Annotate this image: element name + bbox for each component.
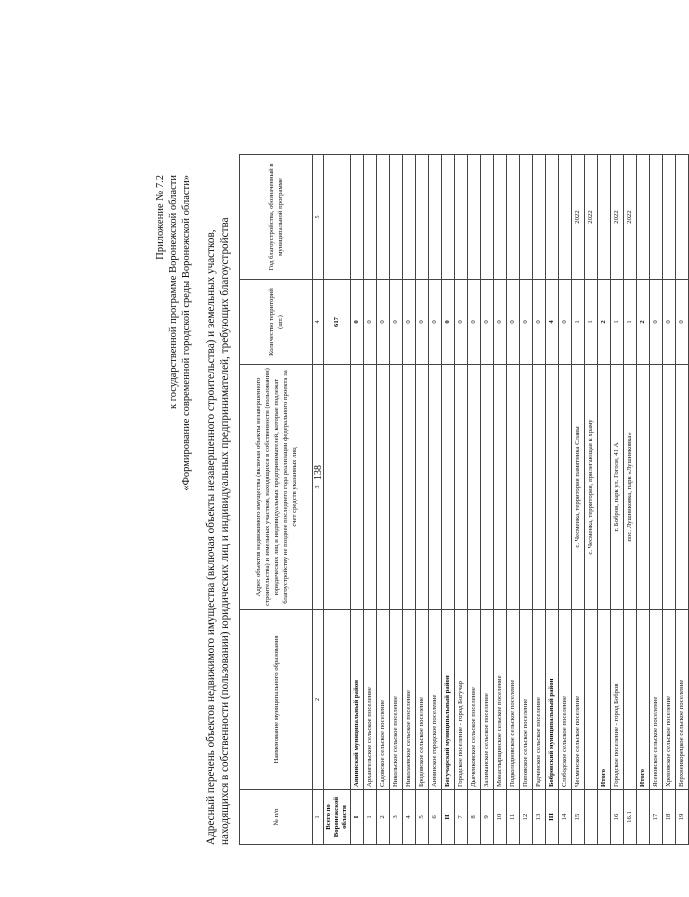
table-cell-year: 2022 — [624, 155, 637, 280]
table-cell-count: 0 — [455, 280, 468, 365]
table-cell-address — [676, 365, 689, 610]
table-cell-count: 0 — [559, 280, 572, 365]
address-column-header: Адрес объектов недвижимого имущества (включая объекты незавершенного строительства) и земельных участков, находящихся в собственности (пользовании) юридических лиц и индивидуальных предпринимателей, которые подлежат благоустройству не позднее последнего года реализации федерального проекта за счет средств указанных лиц — [240, 365, 313, 610]
table-cell-number: 10 — [494, 790, 507, 845]
table-row — [585, 155, 598, 845]
table-cell-number: 16.1 — [624, 790, 637, 845]
table-cell-year: 2022 — [585, 155, 598, 280]
appendix-line-1: Приложение № 7.2 — [155, 175, 166, 260]
table-cell-count: 0 — [507, 280, 520, 365]
table-cell-address — [429, 365, 442, 610]
table-cell-municipality: Дьяченковское сельское поселение — [468, 610, 481, 790]
table-cell-count: 2 — [637, 280, 650, 365]
table-cell-count: 0 — [390, 280, 403, 365]
column-number-cell: 3 — [313, 365, 324, 610]
table-row — [377, 155, 390, 845]
table-cell-number: 7 — [455, 790, 468, 845]
table-cell-municipality: Радченское сельское поселение — [533, 610, 546, 790]
table-body — [324, 155, 689, 845]
table-row — [663, 155, 676, 845]
table-row — [442, 155, 455, 845]
table-cell-count: 2 — [598, 280, 611, 365]
table-cell-municipality: Садовское сельское поселение — [377, 610, 390, 790]
table-cell-number: 2 — [377, 790, 390, 845]
table-cell-count: 0 — [650, 280, 663, 365]
table-row — [650, 155, 663, 845]
table-row — [520, 155, 533, 845]
table-row — [468, 155, 481, 845]
table-cell-count: 617 — [324, 280, 351, 365]
table-cell-count: 0 — [351, 280, 364, 365]
table-cell-count: 0 — [403, 280, 416, 365]
table-cell-number: 5 — [416, 790, 429, 845]
table-cell-year — [520, 155, 533, 280]
table-cell-address: с. Чесменка, территория памятника Славы — [572, 365, 585, 610]
table-cell-number: 3 — [390, 790, 403, 845]
title-line-2: находящихся в собственности (пользовании) юридических лиц и индивидуальных предпринимателей, требующих благоустройства — [218, 217, 231, 845]
table-row — [676, 155, 689, 845]
table-cell-address — [494, 365, 507, 610]
table-cell-year — [390, 155, 403, 280]
table-cell-number: 19 — [676, 790, 689, 845]
column-number-row — [313, 155, 324, 845]
table-cell-municipality: Хреновское сельское поселение — [663, 610, 676, 790]
table-cell-address — [324, 365, 351, 610]
table-cell-municipality — [624, 610, 637, 790]
table-cell-year: 2022 — [572, 155, 585, 280]
table-cell-number: 6 — [429, 790, 442, 845]
table-cell-number: 8 — [468, 790, 481, 845]
table-cell-count: 0 — [676, 280, 689, 365]
table-row — [637, 155, 650, 845]
table-cell-year — [676, 155, 689, 280]
table-cell-year — [559, 155, 572, 280]
table-cell-number — [598, 790, 611, 845]
table-cell-number: 18 — [663, 790, 676, 845]
table-cell-year — [637, 155, 650, 280]
table-cell-count: 0 — [429, 280, 442, 365]
table-cell-number: II — [442, 790, 455, 845]
table-row — [403, 155, 416, 845]
table-row — [546, 155, 559, 845]
table-cell-year — [507, 155, 520, 280]
table-cell-address — [403, 365, 416, 610]
table-cell-number: 14 — [559, 790, 572, 845]
table-cell-municipality: Чесменское сельское поселение — [572, 610, 585, 790]
table-cell-year — [416, 155, 429, 280]
table-row — [598, 155, 611, 845]
table-cell-count: 1 — [585, 280, 598, 365]
table-header-row — [240, 155, 313, 845]
table-cell-municipality: Слободское сельское поселение — [559, 610, 572, 790]
title-line-1: Адресный перечень объектов недвижимого имущества (включая объекты незавершенного строительства) и земельных участков, — [205, 229, 217, 845]
table-row — [507, 155, 520, 845]
table-cell-count: 0 — [442, 280, 455, 365]
table-cell-year — [494, 155, 507, 280]
table-row — [455, 155, 468, 845]
table-cell-municipality — [585, 610, 598, 790]
table-cell-number: 13 — [533, 790, 546, 845]
table-cell-address — [364, 365, 377, 610]
table-row — [559, 155, 572, 845]
table-cell-municipality: Бобровский муниципальный район — [546, 610, 559, 790]
table-cell-address — [416, 365, 429, 610]
table-cell-year — [324, 155, 351, 280]
table-cell-number: 17 — [650, 790, 663, 845]
table-cell-address — [351, 365, 364, 610]
municipality-column-header: Наименование муниципального образования — [240, 610, 313, 790]
table-cell-count: 1 — [611, 280, 624, 365]
number-column-header: № п/п — [240, 790, 313, 845]
table-cell-number: Всего по Воронежской области — [324, 790, 351, 845]
table-cell-year — [364, 155, 377, 280]
page-number: 138 — [313, 465, 324, 480]
table-cell-municipality: Итого — [637, 610, 650, 790]
table-cell-year — [650, 155, 663, 280]
table-cell-year — [403, 155, 416, 280]
table-cell-year — [533, 155, 546, 280]
table-cell-address — [481, 365, 494, 610]
table-cell-year — [351, 155, 364, 280]
table-cell-address — [520, 365, 533, 610]
table-row — [624, 155, 637, 845]
table-cell-municipality — [324, 610, 351, 790]
table-cell-count: 4 — [546, 280, 559, 365]
table-cell-number: III — [546, 790, 559, 845]
table-cell-year — [442, 155, 455, 280]
table-cell-number: 16 — [611, 790, 624, 845]
table-cell-address — [533, 365, 546, 610]
table-cell-count: 1 — [624, 280, 637, 365]
table-row — [481, 155, 494, 845]
table-cell-address — [663, 365, 676, 610]
column-number-cell: 4 — [313, 280, 324, 365]
year-column-header: Год благоустройства, обозначенный в муниципальной программе — [240, 155, 313, 280]
table-cell-count: 0 — [468, 280, 481, 365]
table-cell-address — [650, 365, 663, 610]
appendix-line-2: к государственной программе Воронежской области — [168, 175, 179, 410]
table-cell-address — [468, 365, 481, 610]
table-cell-municipality: Верхнеикорецкое сельское поселение — [676, 610, 689, 790]
table-cell-number: 15 — [572, 790, 585, 845]
column-number-cell: 2 — [313, 610, 324, 790]
table-cell-address — [546, 365, 559, 610]
table-row — [494, 155, 507, 845]
table-cell-year — [468, 155, 481, 280]
table-cell-number: I — [351, 790, 364, 845]
table-cell-municipality: Городское поселение - город Бобров — [611, 610, 624, 790]
table-cell-municipality: Подколодновское сельское поселение — [507, 610, 520, 790]
table-cell-number — [637, 790, 650, 845]
table-cell-municipality: Бродовское сельское поселение — [416, 610, 429, 790]
table-cell-address: с. Чесменка, территория, прилегающая к храму — [585, 365, 598, 610]
table-cell-number: 9 — [481, 790, 494, 845]
table-cell-year — [377, 155, 390, 280]
table-cell-number — [585, 790, 598, 845]
table-cell-municipality: Архангельское сельское поселение — [364, 610, 377, 790]
table-cell-count: 1 — [572, 280, 585, 365]
table-cell-count: 0 — [663, 280, 676, 365]
table-cell-municipality: Итого — [598, 610, 611, 790]
table-cell-municipality: Аннинский муниципальный район — [351, 610, 364, 790]
table-cell-municipality: Ясеновское сельское поселение — [650, 610, 663, 790]
table-cell-count: 0 — [533, 280, 546, 365]
table-cell-number: 11 — [507, 790, 520, 845]
table-cell-address — [377, 365, 390, 610]
table-row — [611, 155, 624, 845]
table-cell-year — [455, 155, 468, 280]
table-cell-number: 1 — [364, 790, 377, 845]
column-number-cell: 5 — [313, 155, 324, 280]
table-cell-year — [546, 155, 559, 280]
table-cell-municipality: Богучарский муниципальный район — [442, 610, 455, 790]
table-cell-address: пос. Лушниковка, парк «Лушниковка» — [624, 365, 637, 610]
table-cell-count: 0 — [494, 280, 507, 365]
table-row — [324, 155, 351, 845]
count-column-header: Количество территорий (шт.) — [240, 280, 313, 365]
table-cell-municipality: Монастырщинское сельское поселение — [494, 610, 507, 790]
table-cell-number: 12 — [520, 790, 533, 845]
document-title — [205, 155, 232, 845]
table-cell-municipality: Городское поселение - город Богучар — [455, 610, 468, 790]
table-cell-count: 0 — [520, 280, 533, 365]
appendix-header — [155, 155, 205, 845]
table-row — [416, 155, 429, 845]
table-cell-municipality: Никольское сельское поселение — [390, 610, 403, 790]
table-cell-count: 0 — [377, 280, 390, 365]
table-row — [364, 155, 377, 845]
column-number-cell: 1 — [313, 790, 324, 845]
table-cell-count: 0 — [481, 280, 494, 365]
table-cell-address: г. Бобров, парк ул. Гоголя, 41 А — [611, 365, 624, 610]
table-cell-municipality: Поповское сельское поселение — [520, 610, 533, 790]
table-row — [429, 155, 442, 845]
appendix-line-3: «Формирование современной городской среды Воронежской области» — [181, 175, 192, 491]
table-cell-number: 4 — [403, 790, 416, 845]
table-cell-municipality: Залиманское сельское поселение — [481, 610, 494, 790]
rotated-document-content — [155, 155, 685, 845]
table-cell-address — [598, 365, 611, 610]
table-row — [572, 155, 585, 845]
table-row — [351, 155, 364, 845]
table-cell-address — [559, 365, 572, 610]
table-cell-year — [429, 155, 442, 280]
address-list-table — [239, 154, 689, 845]
table-cell-address — [637, 365, 650, 610]
table-cell-year: 2022 — [611, 155, 624, 280]
table-row — [533, 155, 546, 845]
table-cell-year — [598, 155, 611, 280]
table-cell-address — [507, 365, 520, 610]
table-cell-municipality: Аннинское городское поселение — [429, 610, 442, 790]
table-row — [390, 155, 403, 845]
table-cell-address — [390, 365, 403, 610]
table-cell-municipality: Николаевское сельское поселение — [403, 610, 416, 790]
table-cell-count: 0 — [416, 280, 429, 365]
table-cell-address — [442, 365, 455, 610]
table-cell-year — [663, 155, 676, 280]
table-cell-year — [481, 155, 494, 280]
table-cell-count: 0 — [364, 280, 377, 365]
table-cell-address — [455, 365, 468, 610]
